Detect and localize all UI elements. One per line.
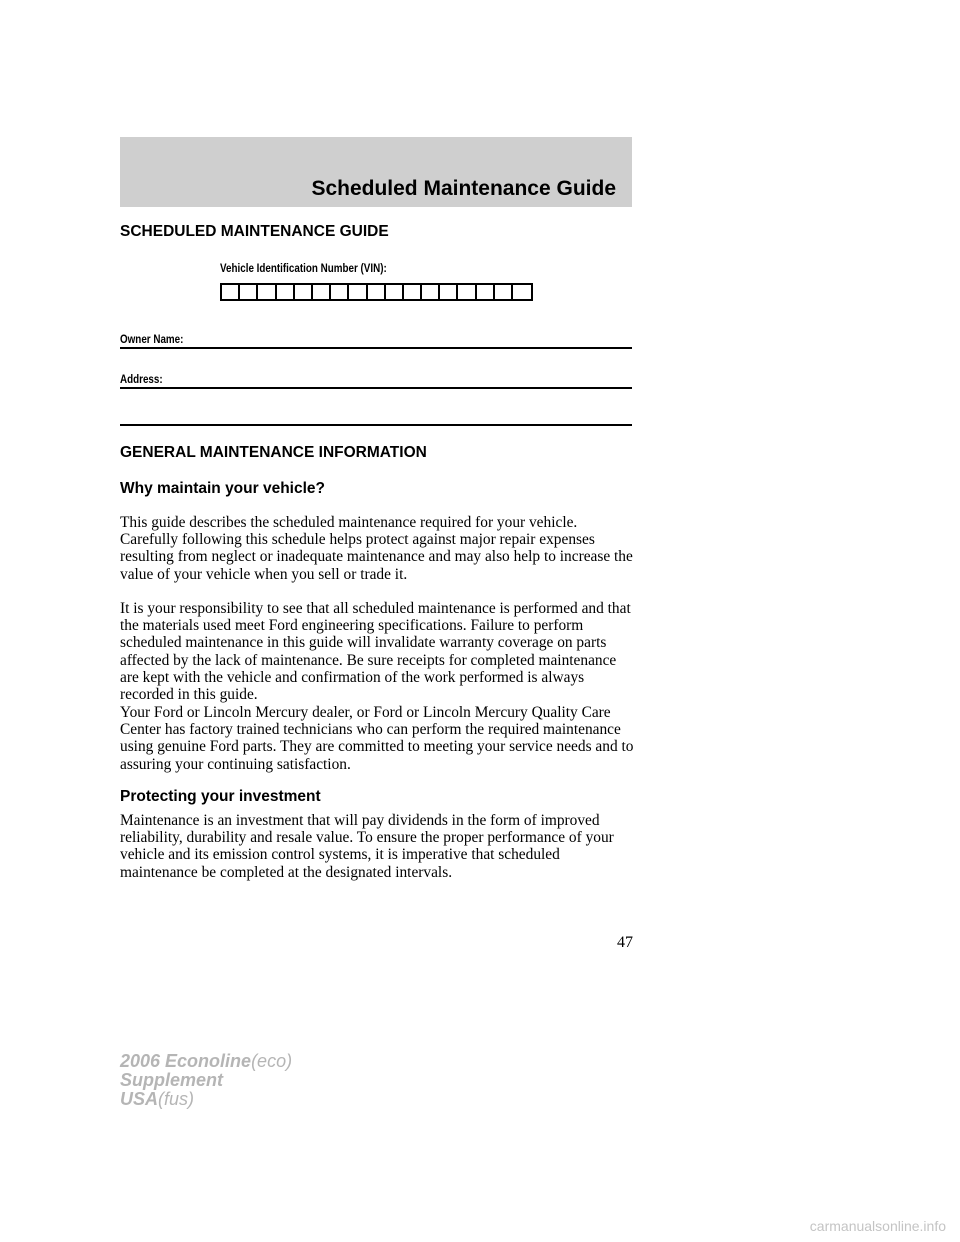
vin-box[interactable] bbox=[386, 285, 404, 299]
owner-name-line[interactable] bbox=[120, 347, 632, 349]
why-paragraph-2: It is your responsibility to see that all scheduled maintenance is performed and that the materials used meet Ford engineering specifications. Failure to perform scheduled maintenance in this guide will invalidate warranty coverage on parts affected by the lack of maintenance. Be sure receipts for completed maintenance are kept with the vehicle and confirmation of the work performed is always recorded in this guide. bbox=[120, 600, 631, 704]
footer-model-code: (eco) bbox=[251, 1051, 293, 1071]
watermark: carmanualsonline.info bbox=[809, 1218, 946, 1234]
vin-box[interactable] bbox=[495, 285, 513, 299]
address-line-2[interactable] bbox=[120, 424, 632, 426]
why-paragraph-3: Your Ford or Lincoln Mercury dealer, or Ford or Lincoln Mercury Quality Care Center has factory trained technicians who can perform the required maintenance using genuine Ford parts. They are committed to meeting your service needs and to assuring your continuing satisfaction. bbox=[120, 704, 634, 773]
general-maintenance-title: GENERAL MAINTENANCE INFORMATION bbox=[120, 444, 427, 461]
why-paragraph-1: This guide describes the scheduled maintenance required for your vehicle. Carefully following this schedule helps protect against major repair expenses resulting from neglect or inadequate maintenance and may also help to increase the value of your vehicle when you sell or trade it. bbox=[120, 514, 633, 583]
vin-box[interactable] bbox=[313, 285, 331, 299]
vin-box[interactable] bbox=[513, 285, 531, 299]
footer-supplement: Supplement bbox=[120, 1070, 224, 1090]
footer-market: USA bbox=[120, 1089, 159, 1109]
vin-box[interactable] bbox=[422, 285, 440, 299]
section-title: SCHEDULED MAINTENANCE GUIDE bbox=[120, 223, 389, 240]
protect-paragraph-1: Maintenance is an investment that will pay dividends in the form of improved reliability, durability and resale value. To ensure the proper performance of your vehicle and its emission control systems, it is imperative that scheduled maintenance be completed at the designated intervals. bbox=[120, 812, 614, 881]
footer-market-code: (fus) bbox=[158, 1089, 195, 1109]
vin-box[interactable] bbox=[477, 285, 495, 299]
why-maintain-heading: Why maintain your vehicle? bbox=[120, 480, 325, 497]
address-label: Address: bbox=[120, 372, 163, 386]
header-band bbox=[120, 137, 632, 207]
footer-model: 2006 Econoline bbox=[120, 1051, 252, 1071]
vin-box[interactable] bbox=[331, 285, 349, 299]
page-number: 47 bbox=[617, 934, 633, 951]
footer-info bbox=[120, 1052, 292, 1109]
vin-box[interactable] bbox=[277, 285, 295, 299]
vin-box[interactable] bbox=[404, 285, 422, 299]
address-line-1[interactable] bbox=[120, 387, 632, 389]
vin-box[interactable] bbox=[458, 285, 476, 299]
vin-box[interactable] bbox=[295, 285, 313, 299]
vin-box[interactable] bbox=[258, 285, 276, 299]
vin-box[interactable] bbox=[240, 285, 258, 299]
vin-box[interactable] bbox=[222, 285, 240, 299]
vin-label: Vehicle Identification Number (VIN): bbox=[220, 261, 387, 275]
vin-box[interactable] bbox=[440, 285, 458, 299]
owner-name-label: Owner Name: bbox=[120, 332, 184, 346]
vin-entry-boxes[interactable] bbox=[220, 283, 533, 301]
header-title: Scheduled Maintenance Guide bbox=[311, 177, 616, 200]
vin-box[interactable] bbox=[368, 285, 386, 299]
vin-box[interactable] bbox=[349, 285, 367, 299]
protecting-investment-heading: Protecting your investment bbox=[120, 788, 321, 805]
